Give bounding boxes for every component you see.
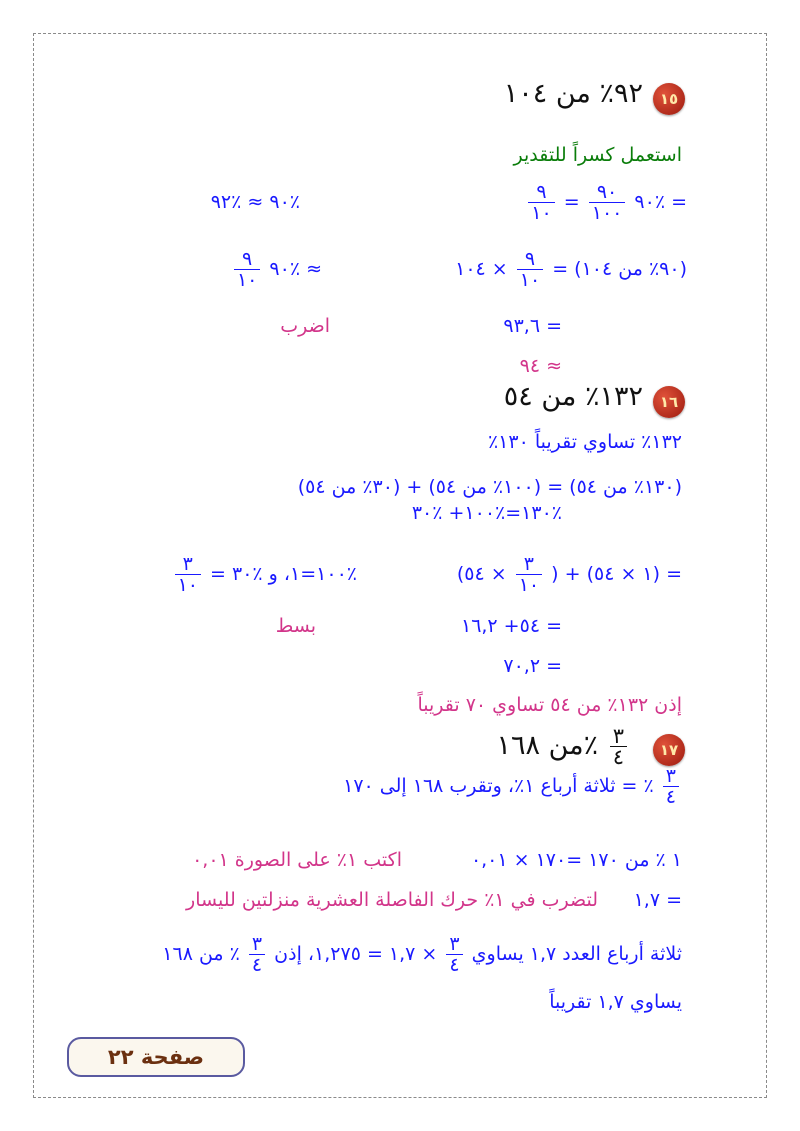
equation-line: = ١,٧ bbox=[633, 889, 682, 911]
equation-line bbox=[455, 245, 687, 293]
equation-line: ٪٩٠ ≈ ٪٩٢ bbox=[210, 191, 300, 213]
denominator: ١٠ bbox=[234, 269, 260, 290]
conclusion-text: إذن ١٣٢٪ من ٥٤ تساوي ٧٠ تقريباً bbox=[417, 694, 682, 716]
equation-text: = (١ × ٥٤) + ( bbox=[551, 563, 682, 585]
denominator: ٤ bbox=[663, 786, 679, 807]
numerator: ٩ bbox=[524, 248, 536, 270]
equation-line: ١٣٢٪ تساوي تقريباً ١٣٠٪ bbox=[487, 431, 682, 453]
equation-text: = bbox=[563, 191, 580, 213]
equation-line: (١٣٠٪ من ٥٤) = (١٠٠٪ من ٥٤) + (٣٠٪ من ٥٤) bbox=[297, 476, 682, 498]
problem-number-badge: ١٧ bbox=[653, 734, 685, 766]
problem-title: ١٣٢٪ من ٥٤ bbox=[503, 381, 643, 412]
numerator: ٣ bbox=[182, 553, 193, 575]
fraction bbox=[234, 249, 260, 290]
equation-line bbox=[525, 178, 687, 226]
step-note: اضرب bbox=[280, 315, 330, 337]
equation-text: ≈ ٪٩٠ bbox=[269, 258, 322, 280]
denominator: ١٠ bbox=[175, 574, 201, 595]
fraction bbox=[528, 182, 554, 223]
estimate-result: ≈ ٩٤ bbox=[519, 355, 562, 377]
step-note: اكتب ١٪ على الصورة ٠,٠١ bbox=[192, 849, 402, 871]
hint-text: استعمل كسراً للتقدير bbox=[513, 144, 682, 166]
denominator: ١٠ bbox=[517, 269, 543, 290]
equation-text: ثلاثة أرباع العدد ١,٧ يساوي bbox=[471, 943, 682, 965]
equation-text: ٪ = ثلاثة أرباع ١٪، وتقرب ١٦٨ إلى ١٧٠ bbox=[343, 775, 654, 797]
numerator: ٣ bbox=[523, 553, 535, 575]
problem-number-badge: ١٦ bbox=[653, 386, 685, 418]
equation-line: ٪١٣٠=٪١٠٠+ ٪٣٠ bbox=[411, 502, 562, 524]
numerator: ٩ bbox=[242, 248, 253, 270]
numerator: ٣ bbox=[665, 765, 676, 787]
fraction bbox=[175, 554, 201, 595]
title-text: ٪من ١٦٨ bbox=[496, 730, 599, 761]
numerator: ٣ bbox=[612, 724, 624, 748]
problem-title: ٩٢٪ من ١٠٤ bbox=[503, 78, 643, 109]
equation-text: × ١٠٤ bbox=[455, 258, 508, 280]
equation-text: = ٪٩٠ bbox=[634, 191, 687, 213]
fraction bbox=[446, 934, 462, 975]
fraction bbox=[516, 554, 542, 595]
numerator: ٣ bbox=[251, 933, 263, 955]
equation-line: = ٧٠,٢ bbox=[503, 655, 562, 677]
numerator: ٩ bbox=[536, 181, 547, 203]
denominator: ٤ bbox=[610, 746, 627, 767]
equation-line bbox=[162, 930, 682, 978]
equation-text: ٪ من ١٦٨ bbox=[162, 943, 240, 965]
denominator: ٤ bbox=[446, 954, 462, 975]
equation-line bbox=[231, 245, 322, 293]
equation-line: = ٩٣,٦ bbox=[503, 315, 562, 337]
denominator: ١٠٠ bbox=[589, 202, 626, 223]
fraction bbox=[663, 766, 679, 807]
equation-line bbox=[172, 550, 357, 598]
fraction bbox=[610, 726, 627, 767]
fraction bbox=[249, 934, 265, 975]
denominator: ١٠ bbox=[516, 574, 542, 595]
equation-text: × ٥٤) bbox=[456, 563, 507, 585]
equation-line bbox=[457, 550, 682, 598]
page-number-label: صفحة ٢٢ bbox=[67, 1037, 245, 1077]
equation-line bbox=[343, 762, 682, 810]
fraction bbox=[589, 182, 626, 223]
numerator: ٩٠ bbox=[596, 181, 618, 203]
denominator: ٤ bbox=[249, 954, 265, 975]
equation-text: (٩٠٪ من ١٠٤) = bbox=[552, 258, 687, 280]
numerator: ٣ bbox=[449, 933, 460, 955]
step-note: لتضرب في ١٪ حرك الفاصلة العشرية منزلتين لليسار bbox=[186, 889, 598, 911]
equation-text: × ١,٧ = ١,٢٧٥، إذن bbox=[274, 943, 438, 965]
equation-text: ٪١٠٠=١، و ٪٣٠ = bbox=[210, 563, 357, 585]
fraction bbox=[517, 249, 543, 290]
denominator: ١٠ bbox=[528, 202, 554, 223]
equation-line: ١ ٪ من ١٧٠ =١٧٠ × ٠,٠١ bbox=[470, 849, 682, 871]
problem-number-badge: ١٥ bbox=[653, 83, 685, 115]
step-note: بسط bbox=[275, 615, 316, 637]
equation-line: = ٥٤+ ١٦,٢ bbox=[460, 615, 562, 637]
equation-line: يساوي ١,٧ تقريباً bbox=[549, 991, 682, 1013]
